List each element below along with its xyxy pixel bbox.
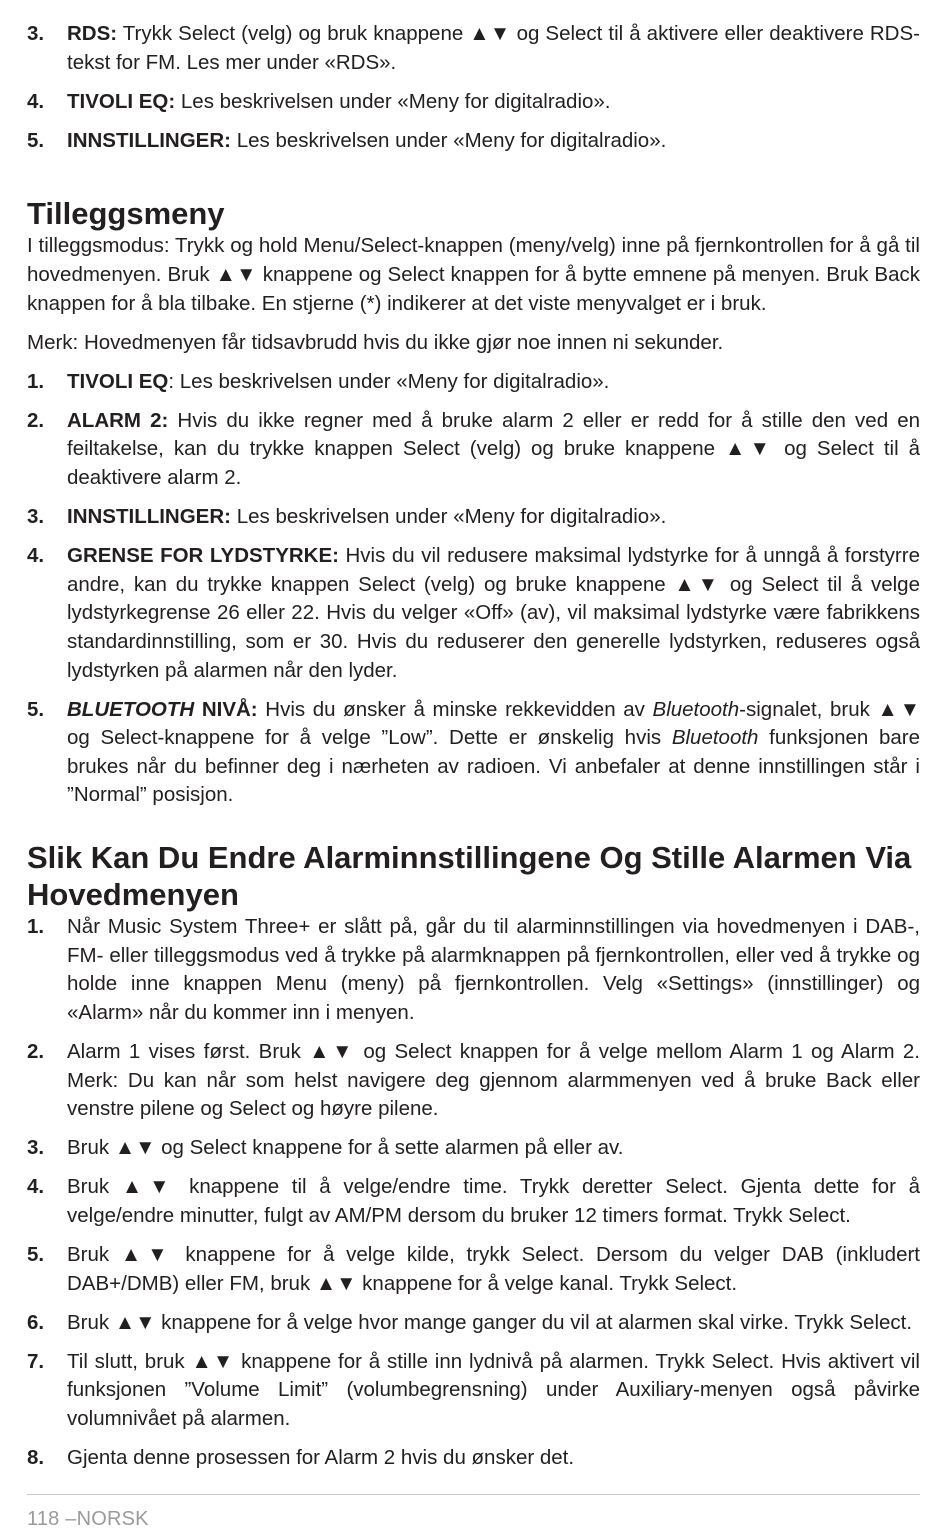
item-text: Les beskrivelsen under «Meny for digitalradio». xyxy=(231,505,667,529)
item-number: 2. xyxy=(27,1039,45,1063)
list-item xyxy=(27,1348,920,1434)
item-number: 6. xyxy=(27,1310,45,1334)
item-number: 8. xyxy=(27,1446,45,1470)
item-text: Hvis du ønsker å minske rekkevidden av xyxy=(257,697,653,721)
item-text-italic: Bluetooth xyxy=(652,697,740,721)
tilleggsmeny-list xyxy=(27,368,920,810)
item-text: Når Music System Three+ er slått på, går du til alarminnstillingen via hovedmenyen i DAB-, FM- eller tilleggsmodus ved å trykke på alarmknappen på fjernkontrollen, eller ved å trykke og holde inne knappen Menu (meny) på fjernkontrollen. Velg «Settings» (innstillinger) og «Alarm» når du kommer inn i menyen. xyxy=(67,915,920,1024)
top-list xyxy=(27,20,920,155)
list-item xyxy=(27,1309,920,1338)
page-number-footer: 118 –NORSK xyxy=(27,1508,149,1530)
item-number: 5. xyxy=(27,697,45,721)
list-item xyxy=(27,1173,920,1230)
item-text: Bruk ▲▼ og Select knappene for å sette alarmen på eller av. xyxy=(67,1136,624,1160)
item-number: 4. xyxy=(27,1175,45,1199)
document-page xyxy=(27,20,920,1483)
list-item xyxy=(27,542,920,685)
item-number: 7. xyxy=(27,1349,45,1373)
item-number: 5. xyxy=(27,128,45,152)
item-text: Alarm 1 vises først. Bruk ▲▼ og Select knappen for å velge mellom Alarm 1 og Alarm 2. Merk: Du kan når som helst navigere deg gjennom alarmmenyen ved å bruke Back eller venstre pilene og Select og høyre pilene. xyxy=(67,1039,920,1121)
item-text-italic: Bluetooth xyxy=(671,726,759,750)
section-intro: I tilleggsmodus: Trykk og hold Menu/Select-knappen (meny/velg) inne på fjernkontrollen for å gå til hovedmenyen. Bruk ▲▼ knappene og Select knappen for å bytte emnene på menyen. Bruk Back knappen for å bla tilbake. En stjerne (*) indikerer at det viste menyvalget er i bruk. xyxy=(27,234,920,315)
item-number: 3. xyxy=(27,505,45,529)
item-text: Hvis du vil redusere maksimal lydstyrke for å unngå å forstyrre andre, kan du trykke knappen Select (velg) og bruke knappene ▲▼ og Select til å velge lydstyrkegrense 26 eller 22. Hvis du velger «Off» (av), vil maksimal lydstyrke være fabrikkens standardinnstilling, som er 30. Hvis du reduserer den generelle lydstyrken, reduseres også lydstyrken på alarmen når den lyder. xyxy=(67,544,920,682)
item-text: -signalet, bruk ▲▼ og Select-knappene for å velge ”Low”. Dette er ønskelig hvis xyxy=(67,697,920,750)
list-item xyxy=(27,1038,920,1124)
list-item xyxy=(27,913,920,1027)
item-number: 3. xyxy=(27,1136,45,1160)
item-text: funksjonen bare brukes når du befinner deg i nærheten av radioen. Vi anbefaler at denne innstillingen står i ”Normal” posisjon. xyxy=(67,726,921,807)
list-item xyxy=(27,503,920,532)
item-number: 4. xyxy=(27,544,45,568)
list-item xyxy=(27,407,920,493)
list-item xyxy=(27,88,920,117)
item-text: Les beskrivelsen under «Meny for digitalradio». xyxy=(175,89,611,113)
item-label: ALARM 2: xyxy=(67,408,169,432)
item-number: 1. xyxy=(27,915,45,939)
item-text: Gjenta denne prosessen for Alarm 2 hvis du ønsker det. xyxy=(67,1446,575,1470)
section-heading-alarm: Slik Kan Du Endre Alarminnstillingene Og Stille Alarmen Via Hovedmenyen xyxy=(27,840,912,913)
list-item xyxy=(27,127,920,156)
list-item xyxy=(27,368,920,397)
section-note: Merk: Hovedmenyen får tidsavbrudd hvis du ikke gjør noe innen ni sekunder. xyxy=(27,330,724,354)
item-text: Bruk ▲▼ knappene for å velge hvor mange ganger du vil at alarmen skal virke. Trykk Select. xyxy=(67,1310,913,1334)
item-label: RDS: xyxy=(67,22,118,45)
item-text: : Les beskrivelsen under «Meny for digitalradio». xyxy=(168,369,610,393)
item-text: Bruk ▲▼ knappene for å velge kilde, trykk Select. Dersom du velger DAB (inkludert DAB+/DMB) eller FM, bruk ▲▼ knappene for å velge kanal. Trykk Select. xyxy=(67,1243,920,1295)
item-text: Bruk ▲▼ knappene til å velge/endre time. Trykk deretter Select. Gjenta dette for å velge/endre minutter, fulgt av AM/PM dersom du bruker 12 timers format. Trykk Select. xyxy=(67,1175,920,1227)
item-label: INNSTILLINGER: xyxy=(67,505,231,529)
item-number: 3. xyxy=(27,22,45,45)
item-text: Trykk Select (velg) og bruk knappene ▲▼ og Select til å aktivere eller deaktivere RDS-tekst for FM. Les mer under «RDS». xyxy=(67,22,920,74)
item-label-italic: BLUETOOTH xyxy=(67,697,195,721)
item-label: TIVOLI EQ: xyxy=(67,89,176,113)
item-number: 5. xyxy=(27,1243,45,1266)
list-item xyxy=(27,1241,920,1298)
section-heading-tilleggsmeny: Tilleggsmeny xyxy=(27,196,225,232)
list-item xyxy=(27,1134,920,1163)
item-text: Til slutt, bruk ▲▼ knappene for å stille inn lydnivå på alarmen. Trykk Select. Hvis aktivert vil funksjonen ”Volume Limit” (volumbegrensning) under Auxiliary-menyen også påvirke volumnivået på alarmen. xyxy=(67,1349,920,1430)
item-label: NIVÅ: xyxy=(194,697,258,721)
item-label: INNSTILLINGER: xyxy=(67,128,231,152)
footer-divider xyxy=(27,1494,920,1495)
item-text: Hvis du ikke regner med å bruke alarm 2 eller er redd for å stille den ved en feiltakelse, kan du trykke knappen Select (velg) og bruke knappene ▲▼ og Select til å deaktivere alarm 2. xyxy=(67,408,920,490)
item-number: 4. xyxy=(27,89,45,113)
alarm-list xyxy=(27,913,920,1473)
item-label: TIVOLI EQ xyxy=(67,369,169,393)
list-item-bluetooth xyxy=(27,696,920,810)
item-text: Les beskrivelsen under «Meny for digitalradio». xyxy=(231,128,667,152)
item-number: 2. xyxy=(27,408,45,432)
list-item xyxy=(27,1444,920,1473)
list-item xyxy=(27,20,920,77)
item-number: 1. xyxy=(27,369,45,393)
item-label: GRENSE FOR LYDSTYRKE: xyxy=(67,544,339,568)
